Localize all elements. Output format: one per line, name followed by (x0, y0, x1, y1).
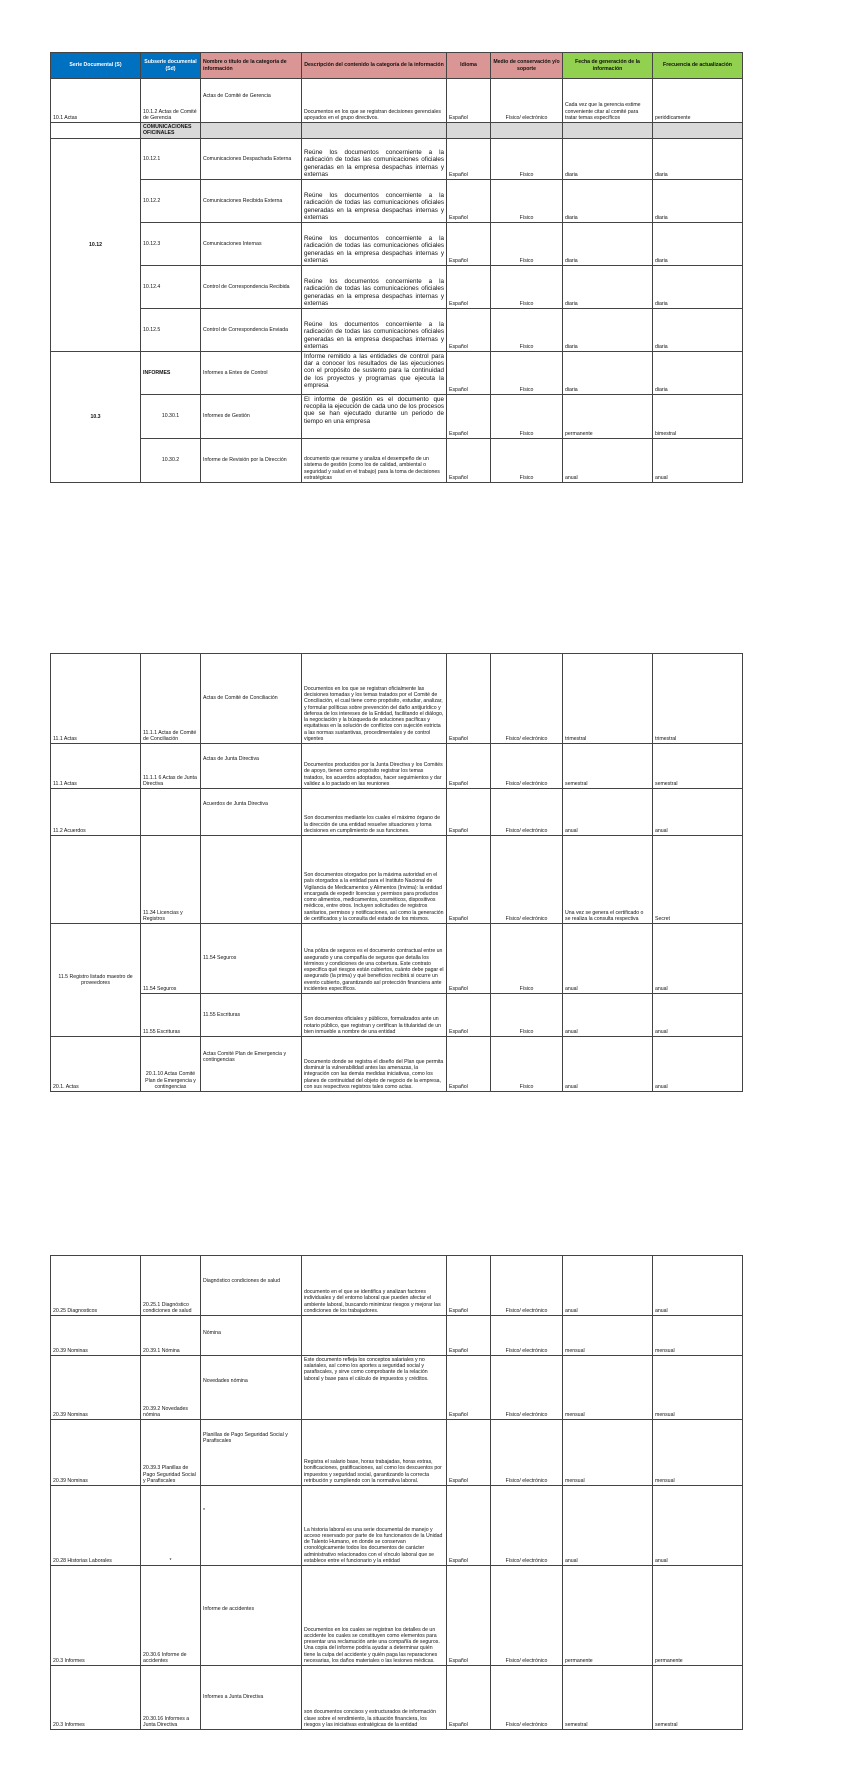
cell-nombre: Actas de Junta Directiva (201, 744, 302, 789)
cell-frecuencia: semestral (653, 1666, 743, 1730)
group-label: 10.12 (51, 139, 141, 352)
cell-fecha: Cada vez que la gerencia estime conveniente citar al comité para tratar temas específicos (563, 79, 653, 123)
cell-fecha: diaria (563, 309, 653, 352)
table-row (51, 654, 743, 744)
cell-frecuencia: diaria (653, 352, 743, 395)
table-row (51, 1566, 743, 1666)
cell-medio: Físico/ electrónico (491, 1420, 563, 1486)
cell-descripcion: Documentos en los que se registran oficialmente las decisiones tomadas y los temas tratados por el Comité de Conciliación, el cual tiene como propósito, estudiar, analizar, y formular políticas sobre prevención del daño antijurídico y defensa de los intereses de la Entidad, facilitando el diálogo, la negociación y la búsqueda de soluciones pacíficas y equitativas en la solución de conflictos con sujeción estricta a las normas sustantivas, procedimentales y de control vigentes (302, 654, 447, 744)
cell-descripcion: Registra el salario base, horas trabajadas, horas extras, bonificaciones, gratificaciones, así como los descuentos por impuestos y seguridad social, garantizando la correcta retribución y cumpliendo con la normativa laboral. (302, 1420, 447, 1486)
cell-idioma: Español (447, 789, 491, 836)
cell-nombre: Actas Comité Plan de Emergencia y contingencias (201, 1037, 302, 1092)
cell-idioma: Español (447, 1566, 491, 1666)
cell-medio: Físico (491, 309, 563, 352)
cell-nombre: Acuerdos de Junta Directiva (201, 789, 302, 836)
cell-medio: Físico/ electrónico (491, 1666, 563, 1730)
table-row (51, 836, 743, 924)
cell-subserie: 10.30.2 (141, 439, 201, 483)
cell-fecha: anual (563, 439, 653, 483)
table-row (51, 1666, 743, 1730)
cell-fecha: mensual (563, 1356, 653, 1420)
cell-serie: 11.1 Actas (51, 744, 141, 789)
cell-serie: 20.25 Diagnosticos (51, 1256, 141, 1316)
cell-serie: 20.39 Nominas (51, 1420, 141, 1486)
cell-fecha: anual (563, 924, 653, 994)
cell-nombre: Informe de accidentes (201, 1566, 302, 1666)
cell-subserie: 11.1.1 Actas de Comité de Conciliación (141, 654, 201, 744)
cell-nombre: Informes a Entes de Control (201, 352, 302, 395)
table-row (51, 180, 743, 223)
cell-medio: Físico (491, 395, 563, 439)
cell-fecha: semestral (563, 744, 653, 789)
cell-medio: Físico/ electrónico (491, 1316, 563, 1356)
table-row (51, 395, 743, 439)
cell-frecuencia: mensual (653, 1356, 743, 1420)
table-row (51, 789, 743, 836)
cell-frecuencia: anual (653, 789, 743, 836)
cell-medio: Físico (491, 1037, 563, 1092)
cell-frecuencia: mensual (653, 1316, 743, 1356)
cell-frecuencia: diaria (653, 139, 743, 180)
header-fecha: Fecha de generación de la información (563, 53, 653, 79)
header-idioma: Idioma (447, 53, 491, 79)
section-label: COMUNICACIONES OFICINALES (141, 123, 201, 139)
cell-medio: Físico/ electrónico (491, 79, 563, 123)
cell-idioma: Español (447, 1316, 491, 1356)
cell-fecha: diaria (563, 266, 653, 309)
cell-subserie: * (141, 1486, 201, 1566)
cell-fecha: permanente (563, 395, 653, 439)
cell-medio: Físico/ electrónico (491, 789, 563, 836)
header-serie: Serie Documental (S) (51, 53, 141, 79)
cell-subserie: 11.34 Licencias y Registros (141, 836, 201, 924)
cell-frecuencia: diaria (653, 309, 743, 352)
cell-medio: Físico (491, 924, 563, 994)
cell-nombre: Nómina (201, 1316, 302, 1356)
cell-frecuencia: anual (653, 439, 743, 483)
cell-nombre: Informe de Revisión por la Dirección (201, 439, 302, 483)
cell-serie: 20.3 Informes (51, 1666, 141, 1730)
cell-idioma: Español (447, 309, 491, 352)
table-row (51, 439, 743, 483)
table-row (51, 1420, 743, 1486)
cell-descripcion: Reúne los documentos concerniente a la radicación de todas las comunicaciones oficiales generadas en la empresa despachas internas y externas (302, 266, 447, 309)
cell-serie: 11.2 Acuerdos (51, 789, 141, 836)
cell-idioma: Español (447, 180, 491, 223)
header-nombre: Nombre o título de la categoría de información (201, 53, 302, 79)
cell-fecha: diaria (563, 352, 653, 395)
cell-frecuencia: mensual (653, 1420, 743, 1486)
cell-nombre: 11.54 Seguros (201, 924, 302, 994)
cell-descripcion: Son documentos oficiales y públicos, formalizados ante un notario público, que registran y certifican la titularidad de un bien inmueble a nombre de una entidad (302, 994, 447, 1037)
cell-descripcion: Son documentos otorgados por la máxima autoridad en el país otorgados a la entidad para el Instituto Nacional de Vigilancia de Medicamentos y Alimentos (Invima): la entidad encargada de expedir licencias y permisos para productos como alimentos, medicamentos, cosméticos, dispositivos médicos, entre otros. Incluyen solicitudes de registros sanitarios, permisos y notificaciones, así como la generación de certificados y la consulta del estado de los mismos. (302, 836, 447, 924)
cell-frecuencia: semestral (653, 744, 743, 789)
cell-fecha: anual (563, 1037, 653, 1092)
cell-idioma: Español (447, 439, 491, 483)
cell-subserie (141, 789, 201, 836)
cell-nombre: Comunicaciones Recibida Externa (201, 180, 302, 223)
cell-frecuencia: anual (653, 924, 743, 994)
cell-descripcion: Informe remitido a las entidades de control para dar a conocer los resultados de las ejecuciones con el propósito de sustento para la continuidad de los proyectos y programas que ejecuta la empresa (302, 352, 447, 395)
cell-serie: 11.1 Actas (51, 654, 141, 744)
cell-descripcion: Reúne los documentos concerniente a la radicación de todas las comunicaciones oficiales generadas en la empresa despachas internas y externas (302, 180, 447, 223)
table-row (51, 994, 743, 1037)
cell-descripcion: Reúne los documentos concerniente a la radicación de todas las comunicaciones oficiales generadas en la empresa despachas internas y externas (302, 309, 447, 352)
cell-medio: Físico (491, 180, 563, 223)
cell-idioma: Español (447, 1356, 491, 1420)
cell-frecuencia: Secret (653, 836, 743, 924)
table-row (51, 744, 743, 789)
cell-fecha: mensual (563, 1316, 653, 1356)
cell-nombre: Planillas de Pago Seguridad Social y Parafiscales (201, 1420, 302, 1486)
cell-fecha: Una vez se genera el certificado o se realiza la consulta respectiva (563, 836, 653, 924)
cell-fecha: diaria (563, 180, 653, 223)
header-descripcion: Descripción del contenido la categoría de la información (302, 53, 447, 79)
cell-medio: Físico/ electrónico (491, 654, 563, 744)
table-row (51, 79, 743, 123)
cell-nombre: * (201, 1486, 302, 1566)
cell-descripcion: Reúne los documentos concerniente a la radicación de todas las comunicaciones oficiales generadas en la empresa despachas internas y externas (302, 223, 447, 266)
table-page-3 (50, 1255, 743, 1730)
cell-descripcion: Reúne los documentos concerniente a la radicación de todas las comunicaciones oficiales generadas en la empresa despachas internas y externas (302, 139, 447, 180)
header-frecuencia: Frecuencia de actualización (653, 53, 743, 79)
cell-nombre: Comunicaciones Internas (201, 223, 302, 266)
cell-fecha: anual (563, 1486, 653, 1566)
cell-subserie: 20.25.1 Diagnóstico condiciones de salud (141, 1256, 201, 1316)
cell-subserie: 20.30.6 Informe de accidentes (141, 1566, 201, 1666)
cell-subserie: 10.12.5 (141, 309, 201, 352)
header-subserie: Subserie documental (Sd) (141, 53, 201, 79)
cell-idioma: Español (447, 139, 491, 180)
cell-descripcion: El informe de gestión es el documento que recopila la ejecución de cada uno de los procesos que se han ejecutado durante un periodo de tiempo en una empresa (302, 395, 447, 439)
table-page-2 (50, 653, 743, 1092)
cell-medio: Físico (491, 223, 563, 266)
table-row (51, 1037, 743, 1092)
cell-fecha: semestral (563, 1666, 653, 1730)
cell-subserie: 20.39.3 Planillas de Pago Seguridad Social y Parafiscales (141, 1420, 201, 1486)
cell-subserie: 20.39.2 Novedades nómina (141, 1356, 201, 1420)
cell-frecuencia: diaria (653, 180, 743, 223)
cell-fecha: diaria (563, 223, 653, 266)
cell-fecha: anual (563, 1256, 653, 1316)
cell-frecuencia: anual (653, 994, 743, 1037)
cell-medio: Físico/ electrónico (491, 744, 563, 789)
cell-fecha: anual (563, 994, 653, 1037)
cell-subserie: 10.12.2 (141, 180, 201, 223)
cell-frecuencia: anual (653, 1037, 743, 1092)
cell-fecha: trimestral (563, 654, 653, 744)
cell-idioma: Español (447, 79, 491, 123)
table-row (51, 1256, 743, 1316)
cell-serie: 20.1. Actas (51, 1037, 141, 1092)
cell-idioma: Español (447, 395, 491, 439)
cell-descripcion: Este documento refleja los conceptos salariales y no salariales, así como los aportes a seguridad social y parafiscales, y sirve como comprobante de la relación laboral y base para el cálculo de impuestos y créditos. (302, 1356, 447, 1420)
cell-subserie: 10.12.1 (141, 139, 201, 180)
cell-medio: Físico (491, 139, 563, 180)
table-row (51, 223, 743, 266)
cell-medio: Físico/ electrónico (491, 1256, 563, 1316)
cell-idioma: Español (447, 836, 491, 924)
cell-idioma: Español (447, 352, 491, 395)
cell-nombre: Actas de Comité de Conciliación (201, 654, 302, 744)
cell-frecuencia: trimestral (653, 654, 743, 744)
cell-idioma: Español (447, 266, 491, 309)
cell-nombre: Diagnóstico condiciones de salud (201, 1256, 302, 1316)
cell-descripcion (302, 1316, 447, 1356)
cell-idioma: Español (447, 1037, 491, 1092)
cell-subserie: 20.30.16 Informes a Junta Directiva (141, 1666, 201, 1730)
cell-frecuencia: diaria (653, 266, 743, 309)
cell-medio: Físico/ electrónico (491, 1356, 563, 1420)
cell-subserie: 20.1.10 Actas Comité Plan de Emergencia y contingencias (141, 1037, 201, 1092)
cell-medio: Físico (491, 352, 563, 395)
table-row (51, 1356, 743, 1420)
cell-nombre: Control de Correspondencia Recibida (201, 266, 302, 309)
cell-frecuencia: bimestral (653, 395, 743, 439)
header-row (51, 53, 743, 79)
table-row (51, 139, 743, 180)
cell-serie: 10.1 Actas (51, 79, 141, 123)
cell-subserie: INFORMES (141, 352, 201, 395)
cell-idioma: Español (447, 994, 491, 1037)
cell-serie: 20.28 Historias Laborales (51, 1486, 141, 1566)
cell-serie (51, 836, 141, 924)
cell-fecha: permanente (563, 1566, 653, 1666)
cell-nombre (201, 836, 302, 924)
cell-idioma: Español (447, 924, 491, 994)
cell-nombre: Informes de Gestión (201, 395, 302, 439)
cell-fecha: diaria (563, 139, 653, 180)
cell-descripcion: Una póliza de seguros es el documento contractual entre un asegurado y una compañía de seguros que detalla los términos y condiciones de una cobertura. Este contrato especifica qué riesgos están cubiertos, cuánto debe pagar el asegurado (la prima) y qué beneficios recibirá si ocurre un evento cubierto, garantizando así protección financiera ante incidentes específicos. (302, 924, 447, 994)
cell-descripcion: documento que resume y analiza el desempeño de un sistema de gestión (como los de calidad, ambiental o seguridad y salud en el trabajo) para la toma de decisiones estratégicas (302, 439, 447, 483)
cell-serie: 20.39 Nominas (51, 1356, 141, 1420)
cell-descripcion: Documentos en los que se registran decisiones gerenciales apoyados en el grupo directivos. (302, 79, 447, 123)
table-row (51, 309, 743, 352)
cell-idioma: Español (447, 654, 491, 744)
group-label: 11.5 Registro listado maestro de proveedores (51, 924, 141, 1037)
cell-medio: Físico/ electrónico (491, 1486, 563, 1566)
cell-subserie: 10.12.4 (141, 266, 201, 309)
cell-idioma: Español (447, 1486, 491, 1566)
cell-subserie: 20.39.1 Nómina (141, 1316, 201, 1356)
cell-subserie: 10.30.1 (141, 395, 201, 439)
cell-medio: Físico/ electrónico (491, 836, 563, 924)
table-page-1 (50, 52, 743, 483)
cell-nombre: 11.55 Escrituras (201, 994, 302, 1037)
cell-medio: Físico (491, 266, 563, 309)
table-row (51, 1316, 743, 1356)
cell-subserie: 10.12.3 (141, 223, 201, 266)
cell-nombre: Informes a Junta Directiva (201, 1666, 302, 1730)
cell-medio: Físico (491, 439, 563, 483)
cell-descripcion: documento en el que se identifica y analizan factores individuales y del entorno laboral que pueden afectar el ambiente laboral, buscando minimizar riesgos y mejorar las condiciones de los trabajadores. (302, 1256, 447, 1316)
cell-idioma: Español (447, 1666, 491, 1730)
cell-fecha: anual (563, 789, 653, 836)
cell-frecuencia: anual (653, 1486, 743, 1566)
cell-subserie: 11.1.1 6 Actas de Junta Directiva (141, 744, 201, 789)
table-row (51, 352, 743, 395)
cell-frecuencia: periódicamente (653, 79, 743, 123)
cell-frecuencia: diaria (653, 223, 743, 266)
cell-fecha: mensual (563, 1420, 653, 1486)
header-medio: Medio de conservación y/o soporte (491, 53, 563, 79)
cell-idioma: Español (447, 1420, 491, 1486)
cell-frecuencia: permanente (653, 1566, 743, 1666)
cell-idioma: Español (447, 1256, 491, 1316)
cell-idioma: Español (447, 223, 491, 266)
cell-medio: Físico/ electrónico (491, 1566, 563, 1666)
section-row (51, 123, 743, 139)
cell-serie: 20.39 Nominas (51, 1316, 141, 1356)
cell-descripcion: Documentos producidos por la Junta Directiva y los Comités de apoyo, tienen como propósito registrar los temas tratados, los acuerdos adoptados, hacer seguimientos y dar validez a lo pactado en las reuniones (302, 744, 447, 789)
table-row (51, 266, 743, 309)
table-row (51, 1486, 743, 1566)
cell-medio: Físico (491, 994, 563, 1037)
cell-idioma: Español (447, 744, 491, 789)
cell-frecuencia: anual (653, 1256, 743, 1316)
cell-nombre: Comunicaciones Despachada Externa (201, 139, 302, 180)
cell-descripcion: Son documentos mediante los cuales el máximo órgano de la dirección de una entidad resuelve situaciones y toma decisiones en cumplimiento de sus funciones. (302, 789, 447, 836)
group-label: 10.3 (51, 352, 141, 483)
cell-subserie: 10.1.2 Actas de Comité de Gerencia (141, 79, 201, 123)
cell-descripcion: son documentos concisos y estructurados de información clave sobre el rendimiento, la situación financiera, los riesgos y las iniciativas estratégicas de la entidad (302, 1666, 447, 1730)
cell-subserie: 11.55 Escrituras (141, 994, 201, 1037)
table-row (51, 924, 743, 994)
cell-nombre: Control de Correspondencia Enviada (201, 309, 302, 352)
cell-subserie: 11.54 Seguros (141, 924, 201, 994)
cell-descripcion: La historia laboral es una serie documental de manejo y acceso reservado por parte de los funcionarios de la Unidad de Talento Humano, en donde se conservan cronológicamente todos los documentos de carácter administrativo relacionados con el vínculo laboral que se establece entre el funcionario y la entidad (302, 1486, 447, 1566)
cell-nombre: Actas de Comité de Gerencia (201, 79, 302, 123)
cell-serie: 20.3 Informes (51, 1566, 141, 1666)
cell-descripcion: Documento donde se registra el diseño del Plan que permita disminuir la vulnerabilidad antes las amenazas, la integración con las demás medidas iniciativas, como los planes de continuidad del objeto de negocio de la empresa, con sus respectivos registros tales como actas. (302, 1037, 447, 1092)
cell-descripcion: Documentos en los cuales se registran los detalles de un accidente los cuales se constituyen como elementos para presentar una reclamación ante una compañía de seguros. Una copia del informe podría ayudar a determinar quién tiene la culpa del accidente y quién paga las reparaciones necesarias, los daños materiales o las lesiones médicas. (302, 1566, 447, 1666)
cell-nombre: Novedades nómina (201, 1356, 302, 1420)
